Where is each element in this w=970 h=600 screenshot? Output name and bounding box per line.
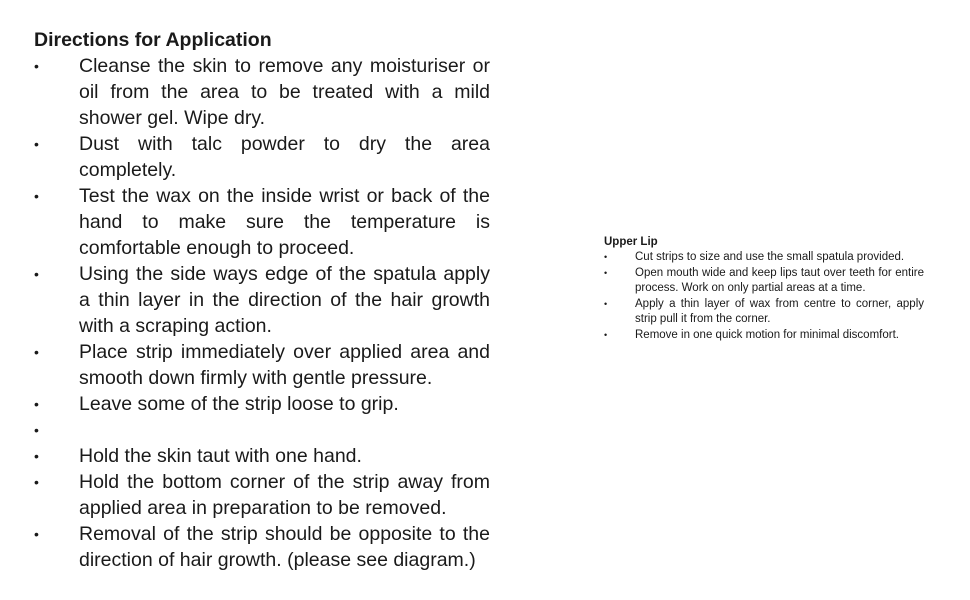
bullet-icon: • [34,266,39,282]
upper-lip-text: Open mouth wide and keep lips taut over teeth for entire process. Work on only partial areas at a time. [635,266,924,294]
direction-text: Using the side ways edge of the spatula apply a thin layer in the direction of the hair growth with a scraping action. [79,263,490,337]
upper-lip-list [604,250,924,343]
list-item [34,339,490,391]
direction-text: Cleanse the skin to remove any moisturiser or oil from the area to be treated with a mild shower gel. Wipe dry. [79,55,490,129]
bullet-icon: • [34,448,39,464]
direction-text: Hold the skin taut with one hand. [79,445,362,467]
list-item [604,297,924,328]
list-item [34,443,490,469]
bullet-icon: • [604,329,608,340]
bullet-icon: • [604,252,608,262]
list-item [34,469,490,521]
direction-text: Test the wax on the inside wrist or back of the hand to make sure the temperature is comfortable enough to proceed. [79,185,490,259]
bullet-icon: • [34,474,39,490]
upper-lip-title: Upper Lip [604,236,658,248]
list-item [34,391,490,417]
upper-lip-text: Cut strips to size and use the small spatula provided. [635,251,905,263]
direction-text: Removal of the strip should be opposite to the direction of hair growth. (please see diagram.) [79,523,490,571]
directions-list [34,53,490,573]
bullet-icon: • [34,136,39,152]
direction-text: Place strip immediately over applied area and smooth down firmly with gentle pressure. [79,341,490,389]
bullet-icon: • [34,344,39,360]
list-item [604,250,924,266]
bullet-icon: • [604,298,608,309]
list-item [34,53,490,131]
direction-text: Hold the bottom corner of the strip away from applied area in preparation to be removed. [79,471,490,519]
directions-title: Directions for Application [34,29,272,51]
list-item-empty [34,417,490,443]
list-item [604,266,924,297]
list-item [34,131,490,183]
upper-lip-text: Apply a thin layer of wax from centre to corner, apply strip pull it from the corner. [635,297,924,325]
bullet-icon: • [34,396,39,412]
bullet-icon: • [604,267,608,278]
direction-text: Leave some of the strip loose to grip. [79,393,399,415]
bullet-icon: • [34,188,39,204]
list-item [34,261,490,339]
bullet-icon: • [34,526,39,542]
list-item [34,183,490,261]
list-item [34,521,490,573]
bullet-icon: • [34,58,39,74]
upper-lip-section [604,235,924,343]
bullet-icon: • [34,422,39,438]
list-item [604,328,924,344]
direction-text: Dust with talc powder to dry the area completely. [79,133,490,181]
upper-lip-text: Remove in one quick motion for minimal discomfort. [635,328,899,341]
directions-section [34,28,490,573]
